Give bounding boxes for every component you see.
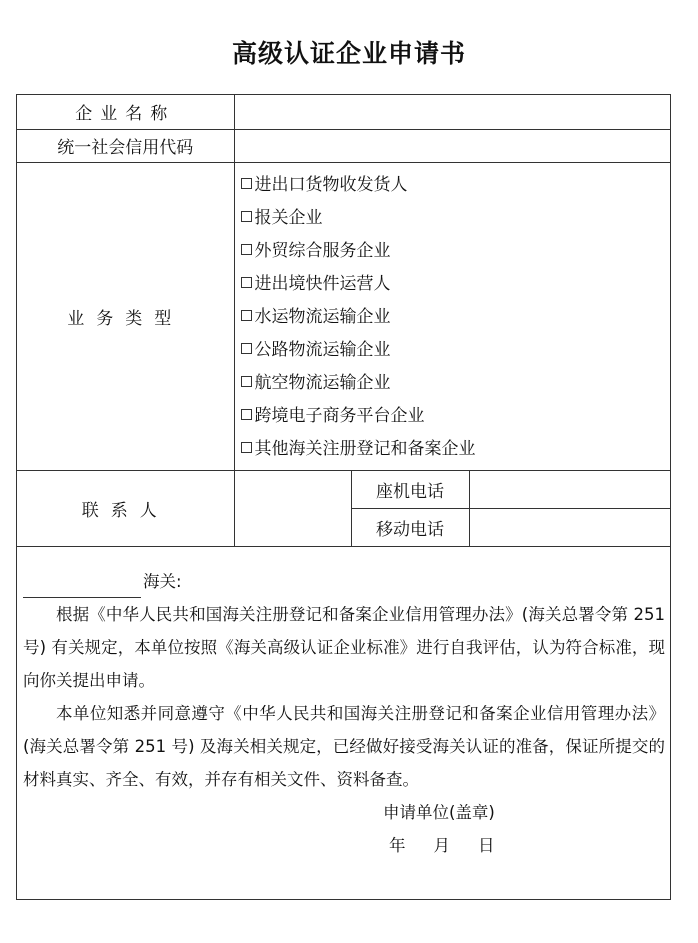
checkbox-icon[interactable] [241,178,252,189]
checkbox-icon[interactable] [241,310,252,321]
application-letter [23,565,665,862]
application-form [16,94,671,900]
checkbox-icon[interactable] [241,376,252,387]
checkbox-icon[interactable] [241,211,252,222]
signature-line: 申请单位(盖章) [383,803,495,822]
business-type-option[interactable]: 水运物流运输企业 [241,301,671,334]
customs-name-blank[interactable] [23,575,141,598]
credit-code-field[interactable] [234,129,670,162]
letter-paragraph-1: 根据《中华人民共和国海关注册登记和备案企业信用管理办法》(海关总署令第 251 号) 有关规定，本单位按照《海关高级认证企业标准》进行自我评估，认为符合标准，现向你关提出申请。 [23,605,665,690]
business-type-option[interactable]: 外贸综合服务企业 [241,235,671,268]
page-title: 高级认证企业申请书 [231,39,466,68]
checkbox-icon[interactable] [241,343,252,354]
mobile-field[interactable] [469,508,670,546]
info-table [17,95,670,547]
credit-code-label: 统一社会信用代码 [17,129,234,162]
contact-label: 联系人 [17,470,234,546]
addressee-line: 海关: [23,565,665,598]
business-type-option[interactable]: 其他海关注册登记和备案企业 [241,433,671,466]
company-name-label: 企业名称 [17,95,234,129]
checkbox-icon[interactable] [241,409,252,420]
business-type-option[interactable]: 进出境快件运营人 [241,268,671,301]
contact-name-field[interactable] [234,470,351,546]
business-type-option[interactable]: 公路物流运输企业 [241,334,671,367]
landline-label: 座机电话 [351,470,469,508]
landline-field[interactable] [469,470,670,508]
business-type-options [234,162,670,470]
checkbox-icon[interactable] [241,244,252,255]
business-type-option[interactable]: 航空物流运输企业 [241,367,671,400]
checkbox-icon[interactable] [241,442,252,453]
business-type-option[interactable]: 报关企业 [241,202,671,235]
mobile-label: 移动电话 [351,508,469,546]
company-name-field[interactable] [234,95,670,129]
business-type-label: 业务类型 [17,162,234,470]
letter-paragraph-2: 本单位知悉并同意遵守《中华人民共和国海关注册登记和备案企业信用管理办法》(海关总署令第 251 号) 及海关相关规定，已经做好接受海关认证的准备，保证所提交的材料真实、齐全、有效，并存有相关文件、资料备查。 [23,704,665,789]
business-type-option[interactable]: 进出口货物收发货人 [241,169,671,202]
business-type-option[interactable]: 跨境电子商务平台企业 [241,400,671,433]
date-line: 年 月 日 [389,836,495,855]
checkbox-icon[interactable] [241,277,252,288]
